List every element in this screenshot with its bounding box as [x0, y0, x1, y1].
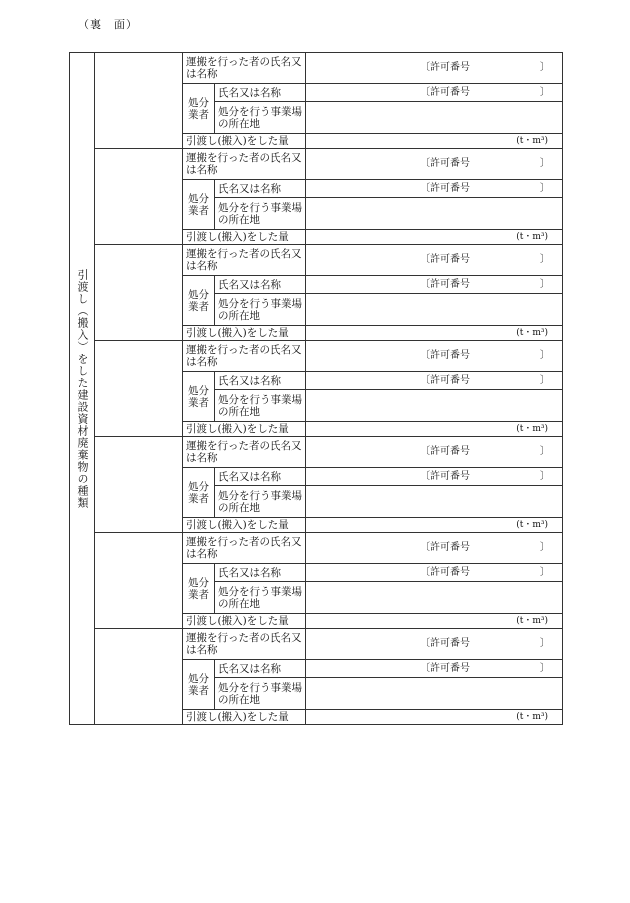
transporter-name-field[interactable] — [306, 149, 563, 180]
page-header: （裏 面） — [78, 18, 138, 31]
delivered-quantity-label: 引渡し(搬入)をした量 — [183, 518, 306, 533]
site-location-field[interactable] — [306, 678, 563, 710]
unit-label: (t・m³) — [516, 232, 548, 242]
delivered-quantity-field[interactable] — [306, 134, 563, 149]
operator-name-label: 氏名又は名称 — [215, 372, 306, 390]
permit-number-label: 〔許可番号 — [420, 446, 470, 457]
permit-close-bracket: 〕 — [540, 62, 550, 73]
operator-name-label: 氏名又は名称 — [215, 564, 306, 582]
waste-delivery-form — [69, 52, 563, 725]
delivered-quantity-field[interactable] — [306, 710, 563, 725]
disposal-operator-label: 処分業者 — [183, 468, 215, 518]
transporter-name-field[interactable] — [306, 53, 563, 84]
waste-type-field[interactable] — [95, 437, 183, 533]
site-location-field[interactable] — [306, 390, 563, 422]
unit-label: (t・m³) — [516, 328, 548, 338]
permit-close-bracket: 〕 — [540, 278, 550, 290]
permit-close-bracket: 〕 — [540, 158, 550, 169]
permit-close-bracket: 〕 — [540, 350, 550, 361]
delivered-quantity-label: 引渡し(搬入)をした量 — [183, 614, 306, 629]
permit-close-bracket: 〕 — [540, 470, 550, 482]
delivered-quantity-label: 引渡し(搬入)をした量 — [183, 422, 306, 437]
disposal-operator-label: 処分業者 — [183, 564, 215, 614]
site-location-field[interactable] — [306, 294, 563, 326]
unit-label: (t・m³) — [516, 520, 548, 530]
permit-number-label: 〔許可番号 — [420, 350, 470, 361]
disposal-operator-label: 処分業者 — [183, 276, 215, 326]
permit-number-label: 〔許可番号 — [420, 86, 470, 98]
operator-name-label: 氏名又は名称 — [215, 660, 306, 678]
site-location-field[interactable] — [306, 198, 563, 230]
permit-number-label: 〔許可番号 — [420, 374, 470, 386]
permit-close-bracket: 〕 — [540, 254, 550, 265]
site-location-label: 処分を行う事業場の所在地 — [215, 678, 306, 710]
site-location-field[interactable] — [306, 486, 563, 518]
permit-close-bracket: 〕 — [540, 542, 550, 553]
operator-name-field[interactable] — [306, 372, 563, 390]
waste-type-field[interactable] — [95, 53, 183, 149]
delivered-quantity-label: 引渡し(搬入)をした量 — [183, 326, 306, 341]
site-location-label: 処分を行う事業場の所在地 — [215, 294, 306, 326]
operator-name-label: 氏名又は名称 — [215, 180, 306, 198]
operator-name-label: 氏名又は名称 — [215, 468, 306, 486]
delivered-quantity-label: 引渡し(搬入)をした量 — [183, 134, 306, 149]
delivered-quantity-field[interactable] — [306, 518, 563, 533]
operator-name-field[interactable] — [306, 564, 563, 582]
operator-name-label: 氏名又は名称 — [215, 84, 306, 102]
disposal-operator-label: 処分業者 — [183, 660, 215, 710]
permit-close-bracket: 〕 — [540, 86, 550, 98]
operator-name-field[interactable] — [306, 180, 563, 198]
site-location-label: 処分を行う事業場の所在地 — [215, 486, 306, 518]
permit-number-label: 〔許可番号 — [420, 662, 470, 674]
site-location-field[interactable] — [306, 102, 563, 134]
permit-number-label: 〔許可番号 — [420, 254, 470, 265]
transporter-name-field[interactable] — [306, 341, 563, 372]
site-location-field[interactable] — [306, 582, 563, 614]
disposal-operator-label: 処分業者 — [183, 84, 215, 134]
transporter-name-label: 運搬を行った者の氏名又は名称 — [183, 53, 306, 84]
transporter-name-label: 運搬を行った者の氏名又は名称 — [183, 437, 306, 468]
transporter-name-field[interactable] — [306, 437, 563, 468]
waste-type-field[interactable] — [95, 629, 183, 725]
delivered-quantity-label: 引渡し(搬入)をした量 — [183, 230, 306, 245]
permit-number-label: 〔許可番号 — [420, 62, 470, 73]
delivered-quantity-field[interactable] — [306, 230, 563, 245]
site-location-label: 処分を行う事業場の所在地 — [215, 390, 306, 422]
delivered-quantity-field[interactable] — [306, 422, 563, 437]
transporter-name-field[interactable] — [306, 533, 563, 564]
operator-name-label: 氏名又は名称 — [215, 276, 306, 294]
permit-number-label: 〔許可番号 — [420, 278, 470, 290]
unit-label: (t・m³) — [516, 136, 548, 146]
permit-close-bracket: 〕 — [540, 566, 550, 578]
permit-number-label: 〔許可番号 — [420, 470, 470, 482]
transporter-name-field[interactable] — [306, 629, 563, 660]
transporter-name-label: 運搬を行った者の氏名又は名称 — [183, 149, 306, 180]
site-location-label: 処分を行う事業場の所在地 — [215, 198, 306, 230]
operator-name-field[interactable] — [306, 660, 563, 678]
waste-type-field[interactable] — [95, 533, 183, 629]
unit-label: (t・m³) — [516, 424, 548, 434]
permit-number-label: 〔許可番号 — [420, 542, 470, 553]
disposal-operator-label: 処分業者 — [183, 372, 215, 422]
transporter-name-label: 運搬を行った者の氏名又は名称 — [183, 533, 306, 564]
transporter-name-field[interactable] — [306, 245, 563, 276]
disposal-operator-label: 処分業者 — [183, 180, 215, 230]
delivered-quantity-field[interactable] — [306, 614, 563, 629]
permit-number-label: 〔許可番号 — [420, 182, 470, 194]
delivered-quantity-label: 引渡し(搬入)をした量 — [183, 710, 306, 725]
transporter-name-label: 運搬を行った者の氏名又は名称 — [183, 341, 306, 372]
operator-name-field[interactable] — [306, 276, 563, 294]
waste-type-field[interactable] — [95, 149, 183, 245]
permit-number-label: 〔許可番号 — [420, 566, 470, 578]
site-location-label: 処分を行う事業場の所在地 — [215, 582, 306, 614]
transporter-name-label: 運搬を行った者の氏名又は名称 — [183, 245, 306, 276]
permit-number-label: 〔許可番号 — [420, 638, 470, 649]
site-location-label: 処分を行う事業場の所在地 — [215, 102, 306, 134]
waste-type-field[interactable] — [95, 245, 183, 341]
operator-name-field[interactable] — [306, 468, 563, 486]
delivered-quantity-field[interactable] — [306, 326, 563, 341]
unit-label: (t・m³) — [516, 712, 548, 722]
permit-number-label: 〔許可番号 — [420, 158, 470, 169]
operator-name-field[interactable] — [306, 84, 563, 102]
waste-type-field[interactable] — [95, 341, 183, 437]
permit-close-bracket: 〕 — [540, 446, 550, 457]
side-label: 引渡し（搬入）をした建設資材廃棄物の種類 — [70, 53, 95, 725]
permit-close-bracket: 〕 — [540, 638, 550, 649]
permit-close-bracket: 〕 — [540, 662, 550, 674]
permit-close-bracket: 〕 — [540, 374, 550, 386]
permit-close-bracket: 〕 — [540, 182, 550, 194]
unit-label: (t・m³) — [516, 616, 548, 626]
transporter-name-label: 運搬を行った者の氏名又は名称 — [183, 629, 306, 660]
